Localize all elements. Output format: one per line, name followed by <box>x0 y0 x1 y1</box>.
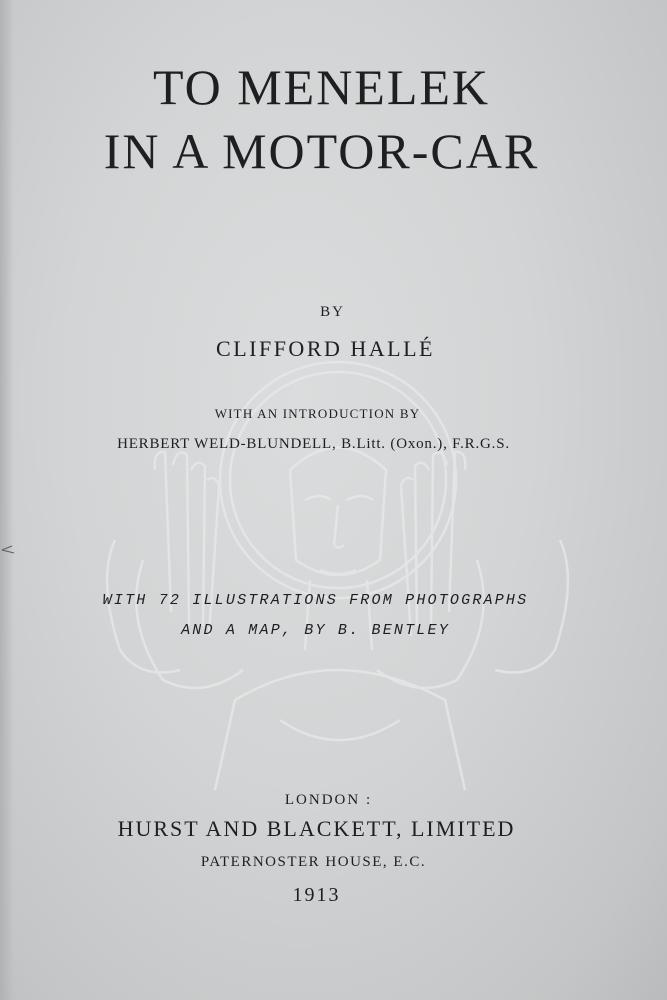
illustrations-note-line-1: WITH 72 ILLUSTRATIONS FROM PHOTOGRAPHS <box>102 592 529 609</box>
title-line-2: IN A MOTOR-CAR <box>103 123 540 179</box>
author-name: CLIFFORD HALLÉ <box>216 336 435 361</box>
introduction-label: WITH AN INTRODUCTION BY <box>214 406 421 421</box>
publication-year: 1913 <box>292 884 341 906</box>
by-label: BY <box>320 304 345 320</box>
illustrations-note-line-2: AND A MAP, BY B. BENTLEY <box>181 622 450 639</box>
title-line-1: TO MENELEK <box>152 59 491 115</box>
introducer-name: HERBERT WELD-BLUNDELL, B.Litt. (Oxon.), F.R.G.S. <box>117 436 510 452</box>
saint-figure-emblem-icon <box>95 330 585 800</box>
page-edge-mark-icon <box>0 540 24 560</box>
publication-city: LONDON : <box>284 792 373 808</box>
publisher-address: PATERNOSTER HOUSE, E.C. <box>200 854 427 870</box>
publisher-name: HURST AND BLACKETT, LIMITED <box>117 816 516 841</box>
